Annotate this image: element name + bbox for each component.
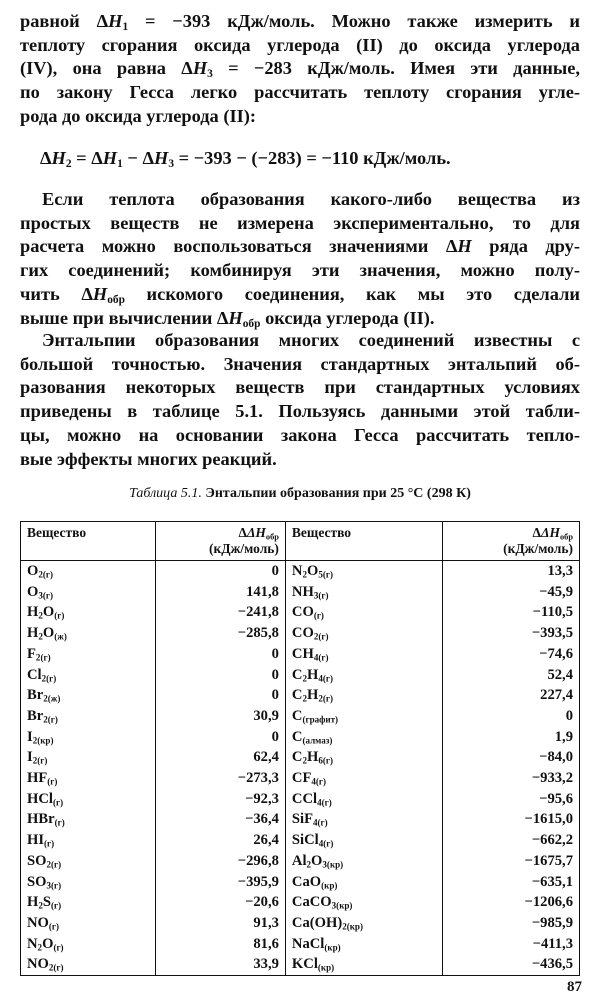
text-line: вые эффекты многих реакций. — [20, 448, 277, 469]
value-cell: −273,3 — [156, 768, 285, 789]
header-substance-right: Вещество — [285, 522, 442, 561]
value-cell: −84,0 — [442, 747, 579, 768]
header-subscript: обр — [559, 532, 573, 542]
substance-cell: SiF$_{4(г)}$ — [285, 809, 442, 830]
substance-cell: $CO_{2(г)}$ — [285, 623, 442, 644]
substance-cell: $HF_{(г)}$ — [21, 768, 156, 789]
value-cell: −436,5 — [442, 954, 579, 975]
substance-cell: $Cl_{2(г)}$ — [21, 665, 156, 686]
value-cell: 52,4 — [442, 665, 579, 686]
value-cell: 141,8 — [156, 582, 285, 603]
value-cell: −95,6 — [442, 789, 579, 810]
table-row — [21, 561, 580, 582]
value-cell: 91,3 — [156, 913, 285, 934]
substance-cell: $H_2O_{(ж)}$ — [21, 623, 156, 644]
table-row — [21, 644, 580, 665]
value-cell: −110,5 — [442, 602, 579, 623]
text-line: по закону Гесса легко рассчитать теплоту сгорания угле- — [20, 82, 580, 103]
value-cell: −1206,6 — [442, 892, 579, 913]
value-cell: 26,4 — [156, 830, 285, 851]
text-line: Если теплота образования какого-либо вещества из — [42, 189, 580, 209]
value-cell: −241,8 — [156, 602, 285, 623]
substance-cell: NaCl$_{(кр)}$ — [285, 934, 442, 955]
header-symbol: ΔH — [246, 525, 266, 540]
value-cell: 30,9 — [156, 706, 285, 727]
table-row — [21, 706, 580, 727]
text-line: простых веществ не измерена экспериментально, то для — [20, 212, 580, 233]
text-line: (IV), она равна $\Delta H_3 = -283$ кДж/моль. Имея эти данные, — [20, 58, 580, 81]
substance-cell: $Al_2O_{3(кр)}$ — [285, 851, 442, 872]
value-cell: −20,6 — [156, 892, 285, 913]
page-number: 87 — [567, 979, 582, 995]
substance-cell: $C_{(алмаз)}$ — [285, 727, 442, 748]
substance-cell: $CF_{4(г)}$ — [285, 768, 442, 789]
value-cell: −36,4 — [156, 809, 285, 830]
text-line: гих соединений; комбинируя эти значения, можно полу- — [20, 260, 580, 281]
text-line: приведены в таблице 5.1. Пользуясь данными этой табли- — [20, 401, 580, 422]
table-row — [21, 934, 580, 955]
substance-cell: $O_{2(г)}$ — [21, 561, 156, 582]
value-cell: 0 — [156, 685, 285, 706]
substance-cell: $NH_{3(г)}$ — [285, 582, 442, 603]
substance-cell: $H_2O_{(г)}$ — [21, 602, 156, 623]
table-row — [21, 789, 580, 810]
value-cell: −635,1 — [442, 872, 579, 893]
value-cell: −933,2 — [442, 768, 579, 789]
table-row — [21, 872, 580, 893]
substance-cell: HBr$_{(г)}$ — [21, 809, 156, 830]
table-row — [21, 623, 580, 644]
substance-cell: $C_2H_{6(г)}$ — [285, 747, 442, 768]
table-header-row — [21, 522, 580, 561]
value-cell: 0 — [156, 665, 285, 686]
table-row — [21, 747, 580, 768]
substance-cell: $H_2S_{(г)}$ — [21, 892, 156, 913]
substance-cell: $C_{(графит)}$ — [285, 706, 442, 727]
substance-cell: $Br_{2(г)}$ — [21, 706, 156, 727]
table-caption-text: Энтальпии образования при 25 °С (298 К) — [205, 486, 471, 501]
substance-cell: $N_2O_{(г)}$ — [21, 934, 156, 955]
substance-cell: $HI_{(г)}$ — [21, 830, 156, 851]
substance-cell: $I_{2(г)}$ — [21, 747, 156, 768]
header-symbol: ΔH — [541, 525, 560, 540]
value-cell: 0 — [156, 727, 285, 748]
table-row — [21, 685, 580, 706]
table-body — [21, 561, 580, 976]
text-line: рода до оксида углерода (II): — [20, 105, 257, 126]
table-row — [21, 768, 580, 789]
substance-cell: $NO_{2(г)}$ — [21, 954, 156, 975]
text-line: Энтальпии образования многих соединений известны с — [42, 330, 580, 350]
table-row — [21, 851, 580, 872]
text-line: цы, можно на основании закона Гесса рассчитать тепло- — [20, 424, 580, 445]
value-cell: −74,6 — [442, 644, 579, 665]
substance-cell: $N_2O_{5(г)}$ — [285, 561, 442, 582]
text-line: разования некоторых веществ при стандартных условиях — [20, 377, 580, 398]
value-cell: −296,8 — [156, 851, 285, 872]
value-cell: 81,6 — [156, 934, 285, 955]
value-cell: −1675,7 — [442, 851, 579, 872]
value-cell: 227,4 — [442, 685, 579, 706]
substance-cell: $C_2H_{4(г)}$ — [285, 665, 442, 686]
value-cell: −45,9 — [442, 582, 579, 603]
substance-cell: $I_{2(кр)}$ — [21, 727, 156, 748]
text-line: расчета можно воспользоваться значениями ΔH ряда дру- — [20, 236, 580, 257]
substance-cell: $SO_{3(г)}$ — [21, 872, 156, 893]
table-row — [21, 665, 580, 686]
substance-cell: CaO$_{(кр)}$ — [285, 872, 442, 893]
table-row — [21, 913, 580, 934]
header-subscript: обр — [265, 532, 279, 542]
value-cell: −985,9 — [442, 913, 579, 934]
table-caption — [0, 486, 600, 502]
header-units: (кДж/моль) — [209, 541, 279, 556]
substance-cell: $SO_{2(г)}$ — [21, 851, 156, 872]
paragraph-hess-example — [20, 10, 580, 129]
value-cell: −395,9 — [156, 872, 285, 893]
header-value-right: $\Delta\Delta H_{обр}$ (кДж/моль) — [442, 522, 579, 561]
text-line: большой точностью. Значения стандартных энтальпий об- — [20, 353, 580, 374]
paragraph-calculation — [20, 188, 580, 330]
text-line: выше при вычислении $\Delta H_{обр}$ оксида углерода (II). — [20, 307, 435, 330]
value-cell: 1,9 — [442, 727, 579, 748]
substance-cell: HCl$_{(г)}$ — [21, 789, 156, 810]
substance-cell: $Br_{2(ж)}$ — [21, 685, 156, 706]
substance-cell: $Ca(OH)_{2(кр)}$ — [285, 913, 442, 934]
value-cell: −1615,0 — [442, 809, 579, 830]
substance-cell: $O_{3(г)}$ — [21, 582, 156, 603]
substance-cell: $CO_{(г)}$ — [285, 602, 442, 623]
table-row — [21, 602, 580, 623]
value-cell: 33,9 — [156, 954, 285, 975]
value-cell: −92,3 — [156, 789, 285, 810]
value-cell: 0 — [156, 561, 285, 582]
substance-cell: $C_2H_{2(г)}$ — [285, 685, 442, 706]
hess-formula: $\Delta H_2 = \Delta H_1 - \Delta H_3 = -393 - (-283) = -110$ кДж/моль. — [40, 148, 451, 171]
table-row — [21, 830, 580, 851]
table-caption-label: Таблица 5.1. — [129, 486, 202, 501]
value-cell: −393,5 — [442, 623, 579, 644]
table-row — [21, 892, 580, 913]
header-units: (кДж/моль) — [503, 541, 573, 556]
header-value-left: $\Delta\Delta H_{обр}$ (кДж/моль) — [156, 522, 285, 561]
value-cell: 13,3 — [442, 561, 579, 582]
text-line: теплоту сгорания оксида углерода (II) до оксида углерода — [20, 34, 580, 55]
value-cell: −662,2 — [442, 830, 579, 851]
paragraph-standard-enthalpies — [20, 329, 580, 471]
text-line: равной $\Delta H_1 = -393$ кДж/моль. Можно также измерить и — [20, 11, 580, 34]
header-substance-left: Вещество — [21, 522, 156, 561]
substance-cell: SiCl$_{4(г)}$ — [285, 830, 442, 851]
table-row — [21, 954, 580, 975]
value-cell: −285,8 — [156, 623, 285, 644]
substance-cell: CCl$_{4(г)}$ — [285, 789, 442, 810]
text-line: чить $\Delta H_{обр}$ искомого соединения, как мы это сделали — [20, 283, 581, 306]
value-cell: −411,3 — [442, 934, 579, 955]
substance-cell: $CH_{4(г)}$ — [285, 644, 442, 665]
table-row — [21, 727, 580, 748]
table-row — [21, 582, 580, 603]
table-row — [21, 809, 580, 830]
enthalpy-table — [20, 521, 580, 976]
substance-cell: $F_{2(г)}$ — [21, 644, 156, 665]
value-cell: 62,4 — [156, 747, 285, 768]
value-cell: 0 — [442, 706, 579, 727]
substance-cell: CaCO$_{3(кр)}$ — [285, 892, 442, 913]
value-cell: 0 — [156, 644, 285, 665]
substance-cell: KCl$_{(кр)}$ — [285, 954, 442, 975]
substance-cell: $NO_{(г)}$ — [21, 913, 156, 934]
